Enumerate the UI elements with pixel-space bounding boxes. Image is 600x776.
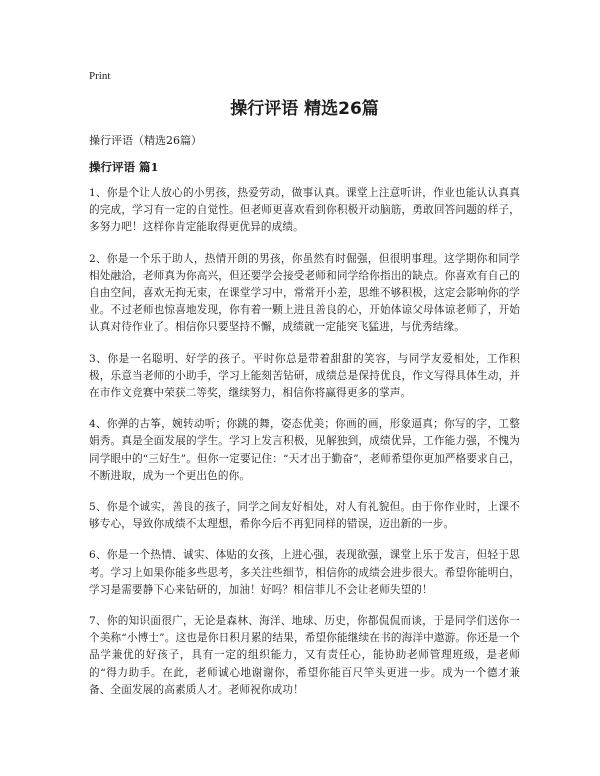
comment-paragraph-7: 7、你的知识面很广，无论是森林、海洋、地球、历史，你都侃侃而谈，于是同学们送你一个美称“小博士”。这也是你日积月累的结果，希望你能继续在书的海洋中遨游。你还是一个品学兼优的好孩子，具有一定的组织能力，又有责任心，能协助老师管理班级，是老师的“得力助手。在此，老师诚心地谢谢你，希望你能百尺竿头更进一步。成为一个德才兼备、全面发展的高素质人才。老师祝你成功！	[89, 615, 520, 696]
document-subtitle: 操行评语（精选26篇）	[89, 134, 202, 147]
comment-paragraph-5: 5、你是个诚实，善良的孩子，同学之间友好相处，对人有礼貌但。由于你作业时，上课不够专心，导致你成绩不太理想，希你今后不再犯同样的错误，迈出新的一步。	[89, 501, 520, 531]
comment-paragraph-4: 4、你弹的古筝，婉转动听；你跳的舞，姿态优美；你画的画，形象逼真；你写的字，工整娟秀。真是全面发展的学生。学习上发言积极，见解独到，成绩优异，工作能力强，不愧为同学眼中的“三好生”。但你一定要记住：“天才出于勤奋”，老师希望你更加严格要求自己，不断进取，成为一个更出色的你。	[89, 418, 520, 482]
page-title: 操行评语 精选26篇	[230, 99, 379, 119]
comment-paragraph-3: 3、你是一名聪明、好学的孩子。平时你总是带着甜甜的笑容，与同学友爱相处，工作积极，乐意当老师的小助手，学习上能刻苦钻研，成绩总是保持优良，作文写得具体生动，并在市作文竞赛中荣获二等奖，继续努力，相信你将赢得更多的掌声。	[89, 352, 520, 400]
comment-list	[89, 185, 520, 713]
print-link[interactable]: Print	[89, 70, 111, 82]
comment-paragraph-2: 2、你是一个乐于助人，热情开朗的男孩，你虽然有时倔强，但很明事理。这学期你和同学相处融洽，老师真为你高兴，但还要学会接受老师和同学给你指出的缺点。你喜欢有自己的自由空间，喜欢无拘无束，在课堂学习中，常常开小差，思维不够积极，这定会影响你的学业。不过老师也惊喜地发现，你有着一颗上进且善良的心，开始体谅父母体谅老师了，开始认真对待作业了。相信你只要坚持不懈，成绩就一定能突飞猛进，与优秀结缘。	[89, 252, 520, 334]
comment-paragraph-6: 6、你是一个热情、诚实、体贴的女孩，上进心强，表现欲强，课堂上乐于发言，但轻于思考。学习上如果你能多些思考，多关注些细节，相信你的成绩会进步很大。希望你能明白，学习是需要静下心来钻研的，加油！好吗？相信菲儿不会让老师失望的！	[89, 549, 520, 596]
comment-paragraph-1: 1、你是个让人放心的小男孩，热爱劳动，做事认真。课堂上注意听讲，作业也能认认真真的完成，学习有一定的自觉性。但老师更喜欢看到你积极开动脑筋，勇敢回答问题的样子，多努力吧！这样你肯定能取得更优异的成绩。	[89, 187, 520, 234]
section-heading: 操行评语 篇1	[89, 160, 159, 174]
